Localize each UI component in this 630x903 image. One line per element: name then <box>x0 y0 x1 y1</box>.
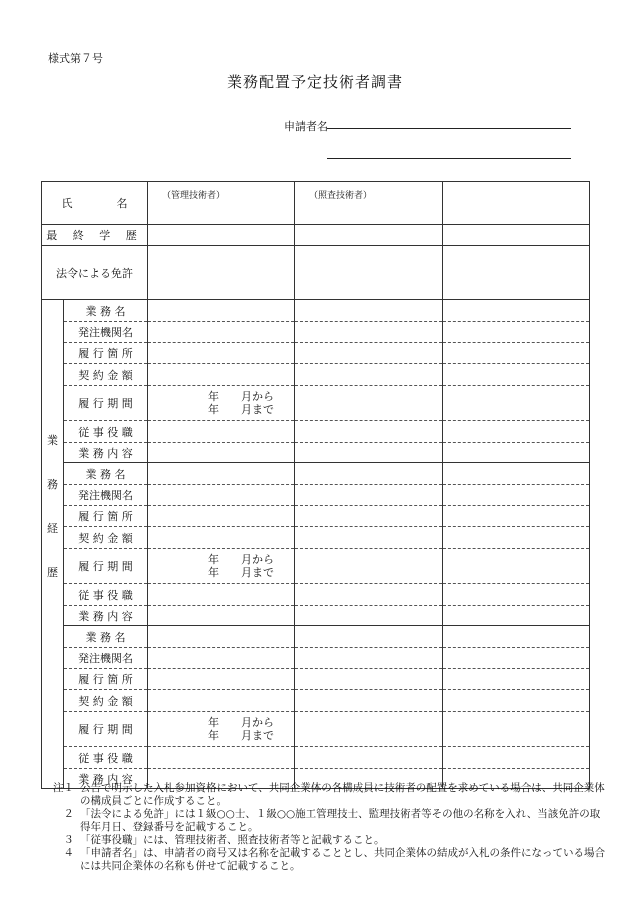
experience-row-label: 業 務 名 <box>64 463 148 485</box>
note-text: 「法令による免許」には１級○○士、１級○○施工管理技士、監理技術者等その他の名称を入れ、当該免許の取得年月日、登録番号を記載すること。 <box>80 808 601 833</box>
experience-value-cell[interactable] <box>148 443 295 463</box>
experience-value-cell[interactable] <box>443 386 590 421</box>
experience-value-cell[interactable] <box>443 669 590 690</box>
experience-value-cell[interactable] <box>148 485 295 506</box>
note-number: ３ <box>63 834 74 846</box>
experience-value-cell[interactable] <box>295 343 443 364</box>
document-title: 業務配置予定技術者調書 <box>226 73 403 91</box>
applicant-label: 申請者名 <box>284 120 328 133</box>
experience-label-char: 経 <box>47 522 58 535</box>
experience-value-cell[interactable] <box>443 606 590 626</box>
period-from: 年 月から <box>208 390 274 403</box>
experience-row-label: 履 行 期 間 <box>64 712 148 747</box>
experience-row-label: 業 務 名 <box>64 300 148 322</box>
period-to: 年 月まで <box>208 566 274 579</box>
experience-value-cell[interactable] <box>148 527 295 549</box>
experience-value-cell[interactable] <box>443 648 590 669</box>
engineer-table <box>41 181 590 789</box>
experience-value-cell[interactable] <box>148 386 295 421</box>
note-item <box>40 847 610 873</box>
experience-value-cell[interactable] <box>295 690 443 712</box>
experience-row-label: 従 事 役 職 <box>64 584 148 606</box>
experience-2-row <box>42 606 590 626</box>
experience-row-label: 契 約 金 額 <box>64 527 148 549</box>
experience-value-cell[interactable] <box>443 549 590 584</box>
experience-row-label: 履 行 箇 所 <box>64 669 148 690</box>
experience-value-cell[interactable] <box>295 747 443 769</box>
experience-value-cell[interactable] <box>443 747 590 769</box>
experience-row-label: 従 事 役 職 <box>64 421 148 443</box>
experience-value-cell[interactable] <box>295 712 443 747</box>
experience-value-cell[interactable] <box>295 485 443 506</box>
experience-value-cell[interactable] <box>295 443 443 463</box>
experience-value-cell[interactable] <box>443 322 590 343</box>
column-header-3[interactable] <box>443 182 590 225</box>
experience-2-row <box>42 527 590 549</box>
experience-row-label: 発注機関名 <box>64 322 148 343</box>
license-cell-2[interactable] <box>295 246 443 300</box>
experience-3-row <box>42 747 590 769</box>
experience-value-cell[interactable] <box>443 690 590 712</box>
experience-row-label: 発注機関名 <box>64 648 148 669</box>
experience-row-label: 履 行 期 間 <box>64 386 148 421</box>
experience-value-cell[interactable] <box>443 485 590 506</box>
period-from: 年 月から <box>208 716 274 729</box>
applicant-second-line <box>327 158 571 159</box>
experience-value-cell[interactable] <box>148 300 295 322</box>
experience-row-label: 契 約 金 額 <box>64 690 148 712</box>
license-row <box>42 246 590 300</box>
experience-value-cell[interactable] <box>148 463 295 485</box>
license-label: 法令による免許 <box>42 246 148 300</box>
experience-1-row <box>42 421 590 443</box>
experience-2-row <box>42 485 590 506</box>
period-from: 年 月から <box>208 553 274 566</box>
note-item <box>40 808 610 834</box>
experience-row-label: 業 務 内 容 <box>64 769 148 789</box>
experience-value-cell[interactable] <box>295 463 443 485</box>
note-number: ２ <box>63 808 74 820</box>
experience-value-cell[interactable] <box>443 463 590 485</box>
experience-value-cell[interactable] <box>148 747 295 769</box>
notes <box>40 782 610 873</box>
experience-label <box>42 300 64 789</box>
experience-row-label: 業 務 内 容 <box>64 606 148 626</box>
experience-value-cell[interactable] <box>148 606 295 626</box>
experience-row-label: 契 約 金 額 <box>64 364 148 386</box>
experience-value-cell[interactable] <box>295 364 443 386</box>
note-text: 「従事役職」には、管理技術者、照査技術者等と記載すること。 <box>80 834 385 846</box>
experience-value-cell[interactable] <box>443 343 590 364</box>
experience-3-row <box>42 669 590 690</box>
note-item <box>40 782 610 808</box>
experience-row-label: 業 務 内 容 <box>64 443 148 463</box>
experience-value-cell[interactable] <box>148 648 295 669</box>
experience-1-row <box>42 386 590 421</box>
experience-value-cell[interactable] <box>148 506 295 527</box>
experience-value-cell[interactable] <box>148 421 295 443</box>
period-to: 年 月まで <box>208 403 274 416</box>
experience-3-row <box>42 648 590 669</box>
experience-value-cell[interactable] <box>295 386 443 421</box>
experience-value-cell[interactable] <box>295 549 443 584</box>
period-to: 年 月まで <box>208 729 274 742</box>
experience-1-row <box>42 443 590 463</box>
experience-label-char: 務 <box>47 478 58 491</box>
experience-value-cell[interactable] <box>148 549 295 584</box>
license-cell-3[interactable] <box>443 246 590 300</box>
form-number: 様式第７号 <box>48 52 103 65</box>
experience-1-row <box>42 343 590 364</box>
experience-value-cell[interactable] <box>295 648 443 669</box>
experience-3-row <box>42 690 590 712</box>
experience-row-label: 履 行 箇 所 <box>64 506 148 527</box>
experience-value-cell[interactable] <box>443 421 590 443</box>
education-cell-1[interactable] <box>148 225 295 246</box>
license-cell-1[interactable] <box>148 246 295 300</box>
experience-1-row <box>42 300 590 322</box>
name-label: 氏 名 <box>42 182 148 225</box>
applicant-name-line <box>327 128 571 129</box>
experience-row-label: 業 務 名 <box>64 626 148 648</box>
experience-row-label: 履 行 期 間 <box>64 549 148 584</box>
experience-value-cell[interactable] <box>295 584 443 606</box>
experience-value-cell[interactable] <box>443 300 590 322</box>
note-text: 「申請者名」は、申請者の商号又は名称を記載することとし、共同企業体の結成が入札の条件になっている場合には共同企業体の名称も併せて記載すること。 <box>80 847 605 872</box>
experience-value-cell[interactable] <box>443 584 590 606</box>
experience-label-char: 歴 <box>47 566 58 579</box>
education-cell-2[interactable] <box>295 225 443 246</box>
experience-label-char: 業 <box>47 434 58 447</box>
experience-value-cell[interactable] <box>443 712 590 747</box>
experience-value-cell[interactable] <box>295 669 443 690</box>
experience-value-cell[interactable] <box>148 364 295 386</box>
experience-1-row <box>42 364 590 386</box>
note-item <box>40 834 610 847</box>
experience-value-cell[interactable] <box>148 626 295 648</box>
experience-2-row <box>42 549 590 584</box>
experience-row-label: 従 事 役 職 <box>64 747 148 769</box>
experience-value-cell[interactable] <box>148 584 295 606</box>
experience-value-cell[interactable] <box>295 606 443 626</box>
experience-value-cell[interactable] <box>148 712 295 747</box>
column-header-1[interactable]: （管理技術者） <box>148 182 295 225</box>
experience-2-row <box>42 584 590 606</box>
experience-value-cell[interactable] <box>443 364 590 386</box>
experience-value-cell[interactable] <box>148 322 295 343</box>
experience-value-cell[interactable] <box>443 443 590 463</box>
experience-value-cell[interactable] <box>295 322 443 343</box>
experience-1-row <box>42 322 590 343</box>
experience-row-label: 履 行 箇 所 <box>64 343 148 364</box>
experience-3-row <box>42 626 590 648</box>
experience-value-cell[interactable] <box>295 506 443 527</box>
education-row <box>42 225 590 246</box>
education-label: 最 終 学 歴 <box>42 225 148 246</box>
experience-value-cell[interactable] <box>148 343 295 364</box>
note-text: 公告で明示した入札参加資格において、共同企業体の各構成員に技術者の配置を求めている場合は、共同企業体の構成員ごとに作成すること。 <box>80 782 605 807</box>
experience-value-cell[interactable] <box>443 506 590 527</box>
experience-value-cell[interactable] <box>295 527 443 549</box>
experience-value-cell[interactable] <box>295 300 443 322</box>
note-number: ４ <box>63 847 74 859</box>
experience-value-cell[interactable] <box>148 690 295 712</box>
experience-value-cell[interactable] <box>295 421 443 443</box>
column-header-2[interactable]: （照査技術者） <box>295 182 443 225</box>
education-cell-3[interactable] <box>443 225 590 246</box>
note-number: 注１ <box>53 782 74 794</box>
experience-value-cell[interactable] <box>443 626 590 648</box>
experience-row-label: 発注機関名 <box>64 485 148 506</box>
experience-value-cell[interactable] <box>148 669 295 690</box>
experience-value-cell[interactable] <box>443 527 590 549</box>
experience-2-row <box>42 463 590 485</box>
name-row <box>42 182 590 225</box>
experience-3-row <box>42 712 590 747</box>
experience-value-cell[interactable] <box>295 626 443 648</box>
experience-2-row <box>42 506 590 527</box>
